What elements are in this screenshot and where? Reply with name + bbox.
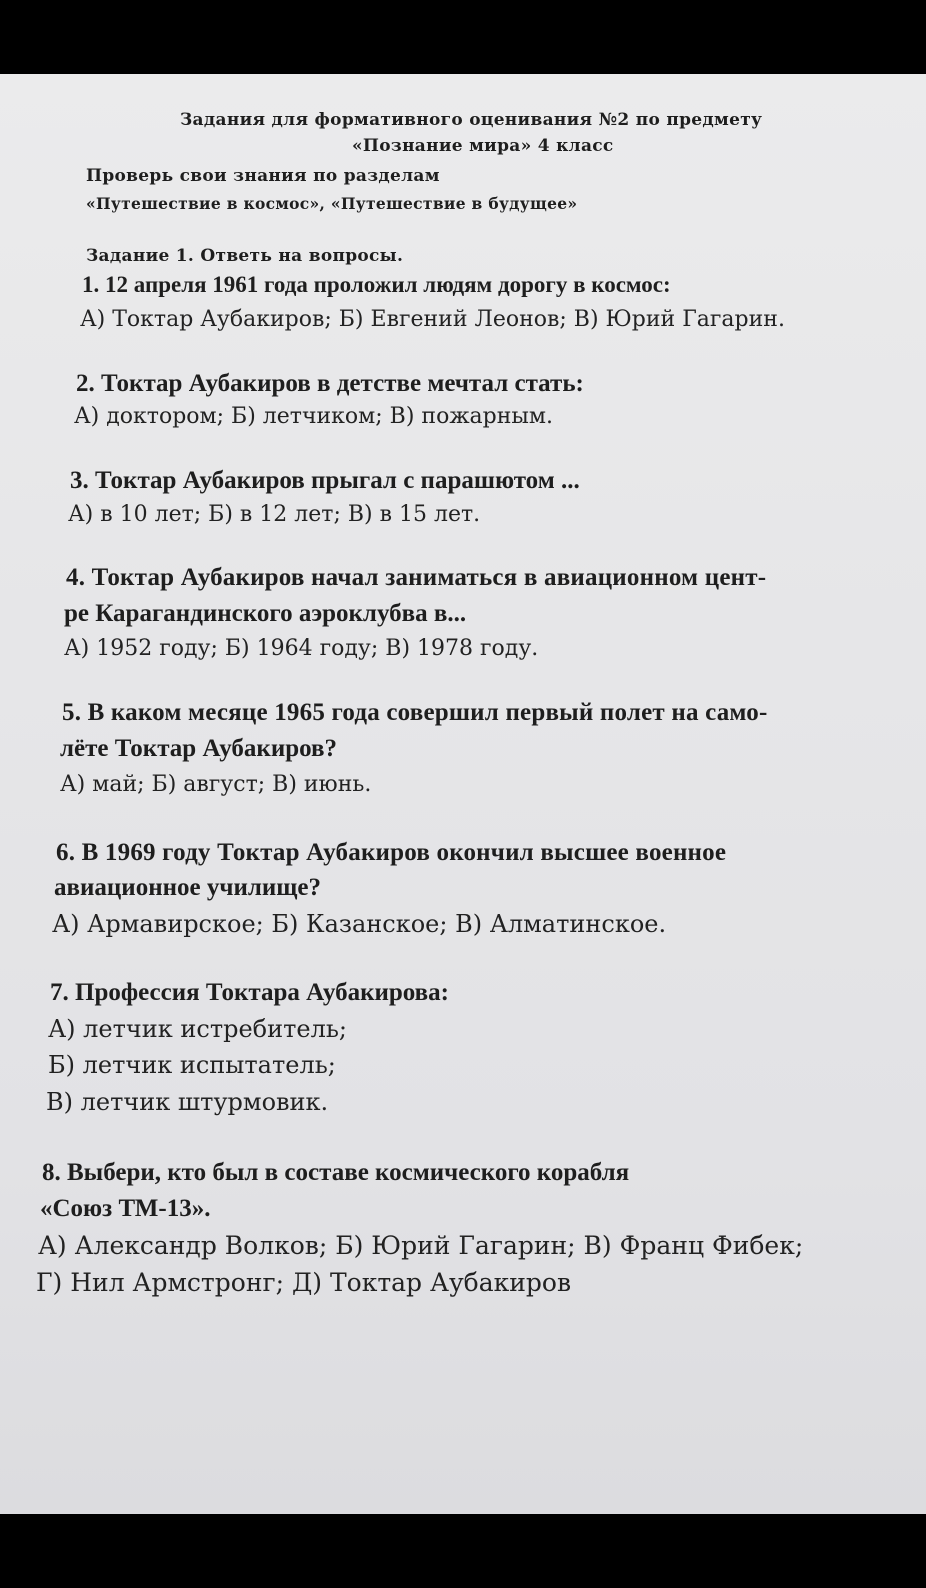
question-7-answer-2: Б) летчик испытатель; [48, 1051, 336, 1079]
question-6-line-2: авиационное училище? [54, 874, 322, 901]
question-3-answer-1: А) в 10 лет; Б) в 12 лет; В) в 15 лет. [68, 502, 481, 527]
question-1-answer-1: А) Токтар Аубакиров; Б) Евгений Леонов; В) Юрий Гагарин. [80, 307, 785, 332]
question-8-line-2: «Союз ТМ-13». [40, 1195, 211, 1222]
question-3-line-1: 3. Токтар Аубакиров прыгал с парашютом ... [70, 467, 580, 494]
document-photo [0, 74, 926, 1514]
question-6-line-1: 6. В 1969 году Токтар Аубакиров окончил высшее военное [56, 839, 727, 866]
header-line-1: Задания для формативного оценивания №2 по предмету [180, 110, 763, 130]
question-7-answer-1: А) летчик истребитель; [48, 1015, 347, 1043]
question-2-answer-1: А) доктором; Б) летчиком; В) пожарным. [74, 404, 554, 429]
question-4-line-2: ре Карагандинского аэроклубва в... [64, 600, 467, 627]
question-2-line-1: 2. Токтар Аубакиров в детстве мечтал стать: [76, 370, 584, 397]
header-line-3: Проверь свои знания по разделам [86, 166, 440, 186]
question-4-line-1: 4. Токтар Аубакиров начал заниматься в авиационном цент- [66, 564, 767, 591]
question-8-answer-1: А) Александр Волков; Б) Юрий Гагарин; В) Франц Фибек; [38, 1231, 804, 1260]
header-line-2: «Познание мира» 4 класс [352, 136, 614, 156]
question-7-line-1: 7. Профессия Токтара Аубакирова: [50, 979, 450, 1006]
worksheet-page [0, 74, 926, 1514]
question-8-answer-2: Г) Нил Армстронг; Д) Токтар Аубакиров [36, 1268, 572, 1297]
question-1-line-1: 1. 12 апреля 1961 года проложил людям дорогу в космос: [82, 272, 671, 297]
question-7-answer-3: В) летчик штурмовик. [46, 1088, 329, 1116]
header-line-4: «Путешествие в космос», «Путешествие в будущее» [86, 194, 578, 213]
question-5-answer-1: А) май; Б) август; В) июнь. [60, 772, 372, 797]
question-5-line-1: 5. В каком месяце 1965 года совершил первый полет на само- [62, 699, 768, 726]
question-8-line-1: 8. Выбери, кто был в составе космического корабля [42, 1159, 630, 1186]
question-6-answer-1: А) Армавирское; Б) Казанское; В) Алматинское. [52, 910, 667, 938]
question-4-answer-1: А) 1952 году; Б) 1964 году; В) 1978 году. [64, 636, 539, 661]
question-5-line-2: лёте Токтар Аубакиров? [60, 735, 338, 762]
task-title: Задание 1. Ответь на вопросы. [86, 246, 404, 266]
